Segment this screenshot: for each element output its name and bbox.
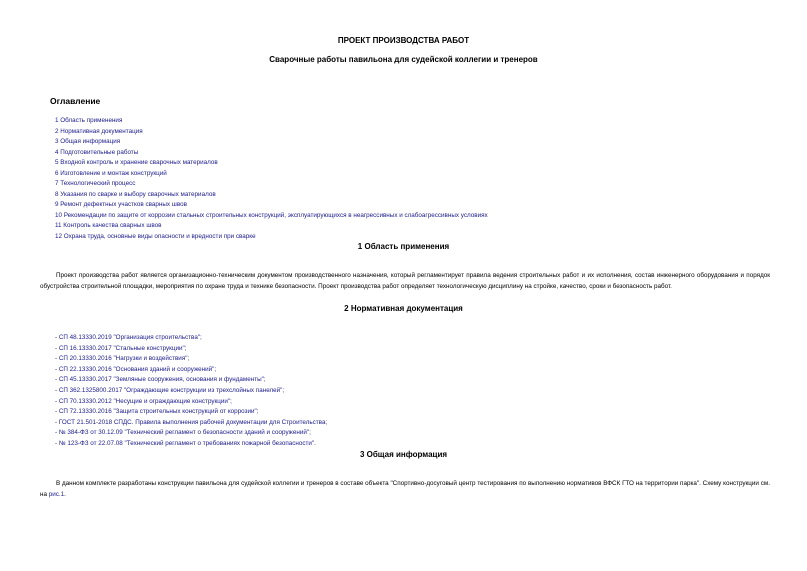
normative-doc-item[interactable] (55, 344, 327, 355)
toc-heading: Оглавление (50, 96, 101, 106)
section-1-paragraph: Проект производства работ является организационно-техническим документом производственного назначения, который регламентирует правила ведения строительных работ и их исполнения, состав инженерного оборудования и порядок обустройства строительной площадки, мероприятия по охране труда и технике безопасности. Проект производства работ определяет технологическую дисциплину на стройке, качество, сроки и безопасность работ. (40, 272, 770, 290)
normative-doc-link[interactable]: - СП 22.13330.2016 "Основания зданий и сооружений"; (55, 365, 217, 373)
toc-link-4[interactable]: 4 Подготовительные работы (55, 148, 139, 156)
normative-doc-item[interactable] (55, 354, 327, 365)
toc-link-2[interactable]: 2 Нормативная документация (55, 127, 143, 135)
normative-doc-item[interactable] (55, 333, 327, 344)
normative-doc-item[interactable] (55, 365, 327, 376)
section-2-heading: 2 Нормативная документация (344, 304, 463, 313)
toc-link-6[interactable]: 6 Изготовление и монтаж конструкций (55, 169, 167, 177)
normative-doc-item[interactable] (55, 407, 327, 418)
toc-item[interactable] (55, 200, 488, 211)
toc-link-9[interactable]: 9 Ремонт дефектных участков сварных швов (55, 201, 187, 208)
toc-item[interactable] (55, 148, 488, 159)
toc-item[interactable] (55, 232, 488, 243)
normative-doc-item[interactable] (55, 428, 327, 439)
toc-item[interactable] (55, 190, 488, 201)
toc-item[interactable] (55, 127, 488, 138)
document-title: ПРОЕКТ ПРОИЗВОДСТВА РАБОТ (337, 36, 470, 45)
normative-doc-item[interactable] (55, 418, 327, 429)
normative-doc-link[interactable]: - ГОСТ 21.501-2018 СПДС. Правила выполнения рабочей документации для Строительства; (55, 418, 328, 426)
normative-doc-link[interactable]: - СП 48.13330.2019 "Организация строительства"; (55, 334, 202, 341)
normative-docs-list (55, 333, 327, 450)
normative-doc-link[interactable]: - СП 20.13330.2016 "Нагрузки и воздействия"; (55, 355, 190, 363)
toc-link-11[interactable]: 11 Контроль качества сварных швов (55, 222, 162, 229)
section-3-text-end: . (64, 490, 66, 498)
section-3-paragraph (40, 479, 770, 500)
normative-doc-item[interactable] (55, 439, 327, 450)
normative-doc-link[interactable]: - СП 16.13330.2017 "Стальные конструкции"; (55, 344, 187, 352)
normative-doc-link[interactable]: - СП 362.1325800.2017 "Ограждающие конструкции из трехслойных панелей"; (55, 386, 285, 394)
normative-doc-item[interactable] (55, 397, 327, 408)
table-of-contents (55, 116, 488, 242)
section-3-heading: 3 Общая информация (359, 450, 448, 459)
document-subtitle: Сварочные работы павильона для судейской коллегии и тренеров (269, 55, 538, 64)
normative-doc-link[interactable]: - № 123-ФЗ от 22.07.08 "Технический регламент о требованиях пожарной безопасности". (55, 439, 316, 447)
toc-item[interactable] (55, 137, 488, 148)
normative-doc-link[interactable]: - СП 45.13330.2017 "Земляные сооружения, основания и фундаменты"; (55, 376, 266, 384)
toc-link-10[interactable]: 10 Рекомендации по защите от коррозии стальных строительных конструкций, эксплуатирующихся в неагрессивных и слабоагрессивных условиях (55, 211, 488, 219)
toc-item[interactable] (55, 221, 488, 232)
normative-doc-link[interactable]: - № 384-ФЗ от 30.12.09 "Технический регламент о безопасности зданий и сооружений"; (55, 429, 311, 437)
normative-doc-link[interactable]: - СП 70.13330.2012 "Несущие и ограждающие конструкции"; (55, 397, 232, 405)
figure-1-link[interactable]: рис.1 (48, 490, 65, 498)
normative-doc-item[interactable] (55, 375, 327, 386)
section-3-text: В данном комплекте разработаны конструкции павильона для судейской коллегии и тренеров в составе объекта "Спортивно-досуговый центр тестирования по выполнению нормативов ВФСК ГТО на территории парка". Схему конструкции см. на (40, 480, 770, 498)
normative-doc-link[interactable]: - СП 72.13330.2016 "Защита строительных конструкций от коррозии"; (55, 408, 259, 416)
normative-doc-item[interactable] (55, 386, 327, 397)
toc-item[interactable] (55, 211, 488, 222)
toc-item[interactable] (55, 116, 488, 127)
toc-link-12[interactable]: 12 Охрана труда, основные виды опасности и вредности при сварке (55, 232, 256, 240)
toc-link-5[interactable]: 5 Входной контроль и хранение сварочных материалов (55, 159, 218, 166)
toc-link-3[interactable]: 3 Общая информация (55, 138, 121, 145)
toc-item[interactable] (55, 158, 488, 169)
toc-link-8[interactable]: 8 Указания по сварке и выбору сварочных материалов (55, 190, 216, 198)
toc-link-1[interactable]: 1 Область применения (55, 117, 123, 124)
toc-item[interactable] (55, 179, 488, 190)
toc-item[interactable] (55, 169, 488, 180)
section-1-heading: 1 Область применения (357, 242, 450, 251)
toc-link-7[interactable]: 7 Технологический процесс (55, 180, 136, 187)
